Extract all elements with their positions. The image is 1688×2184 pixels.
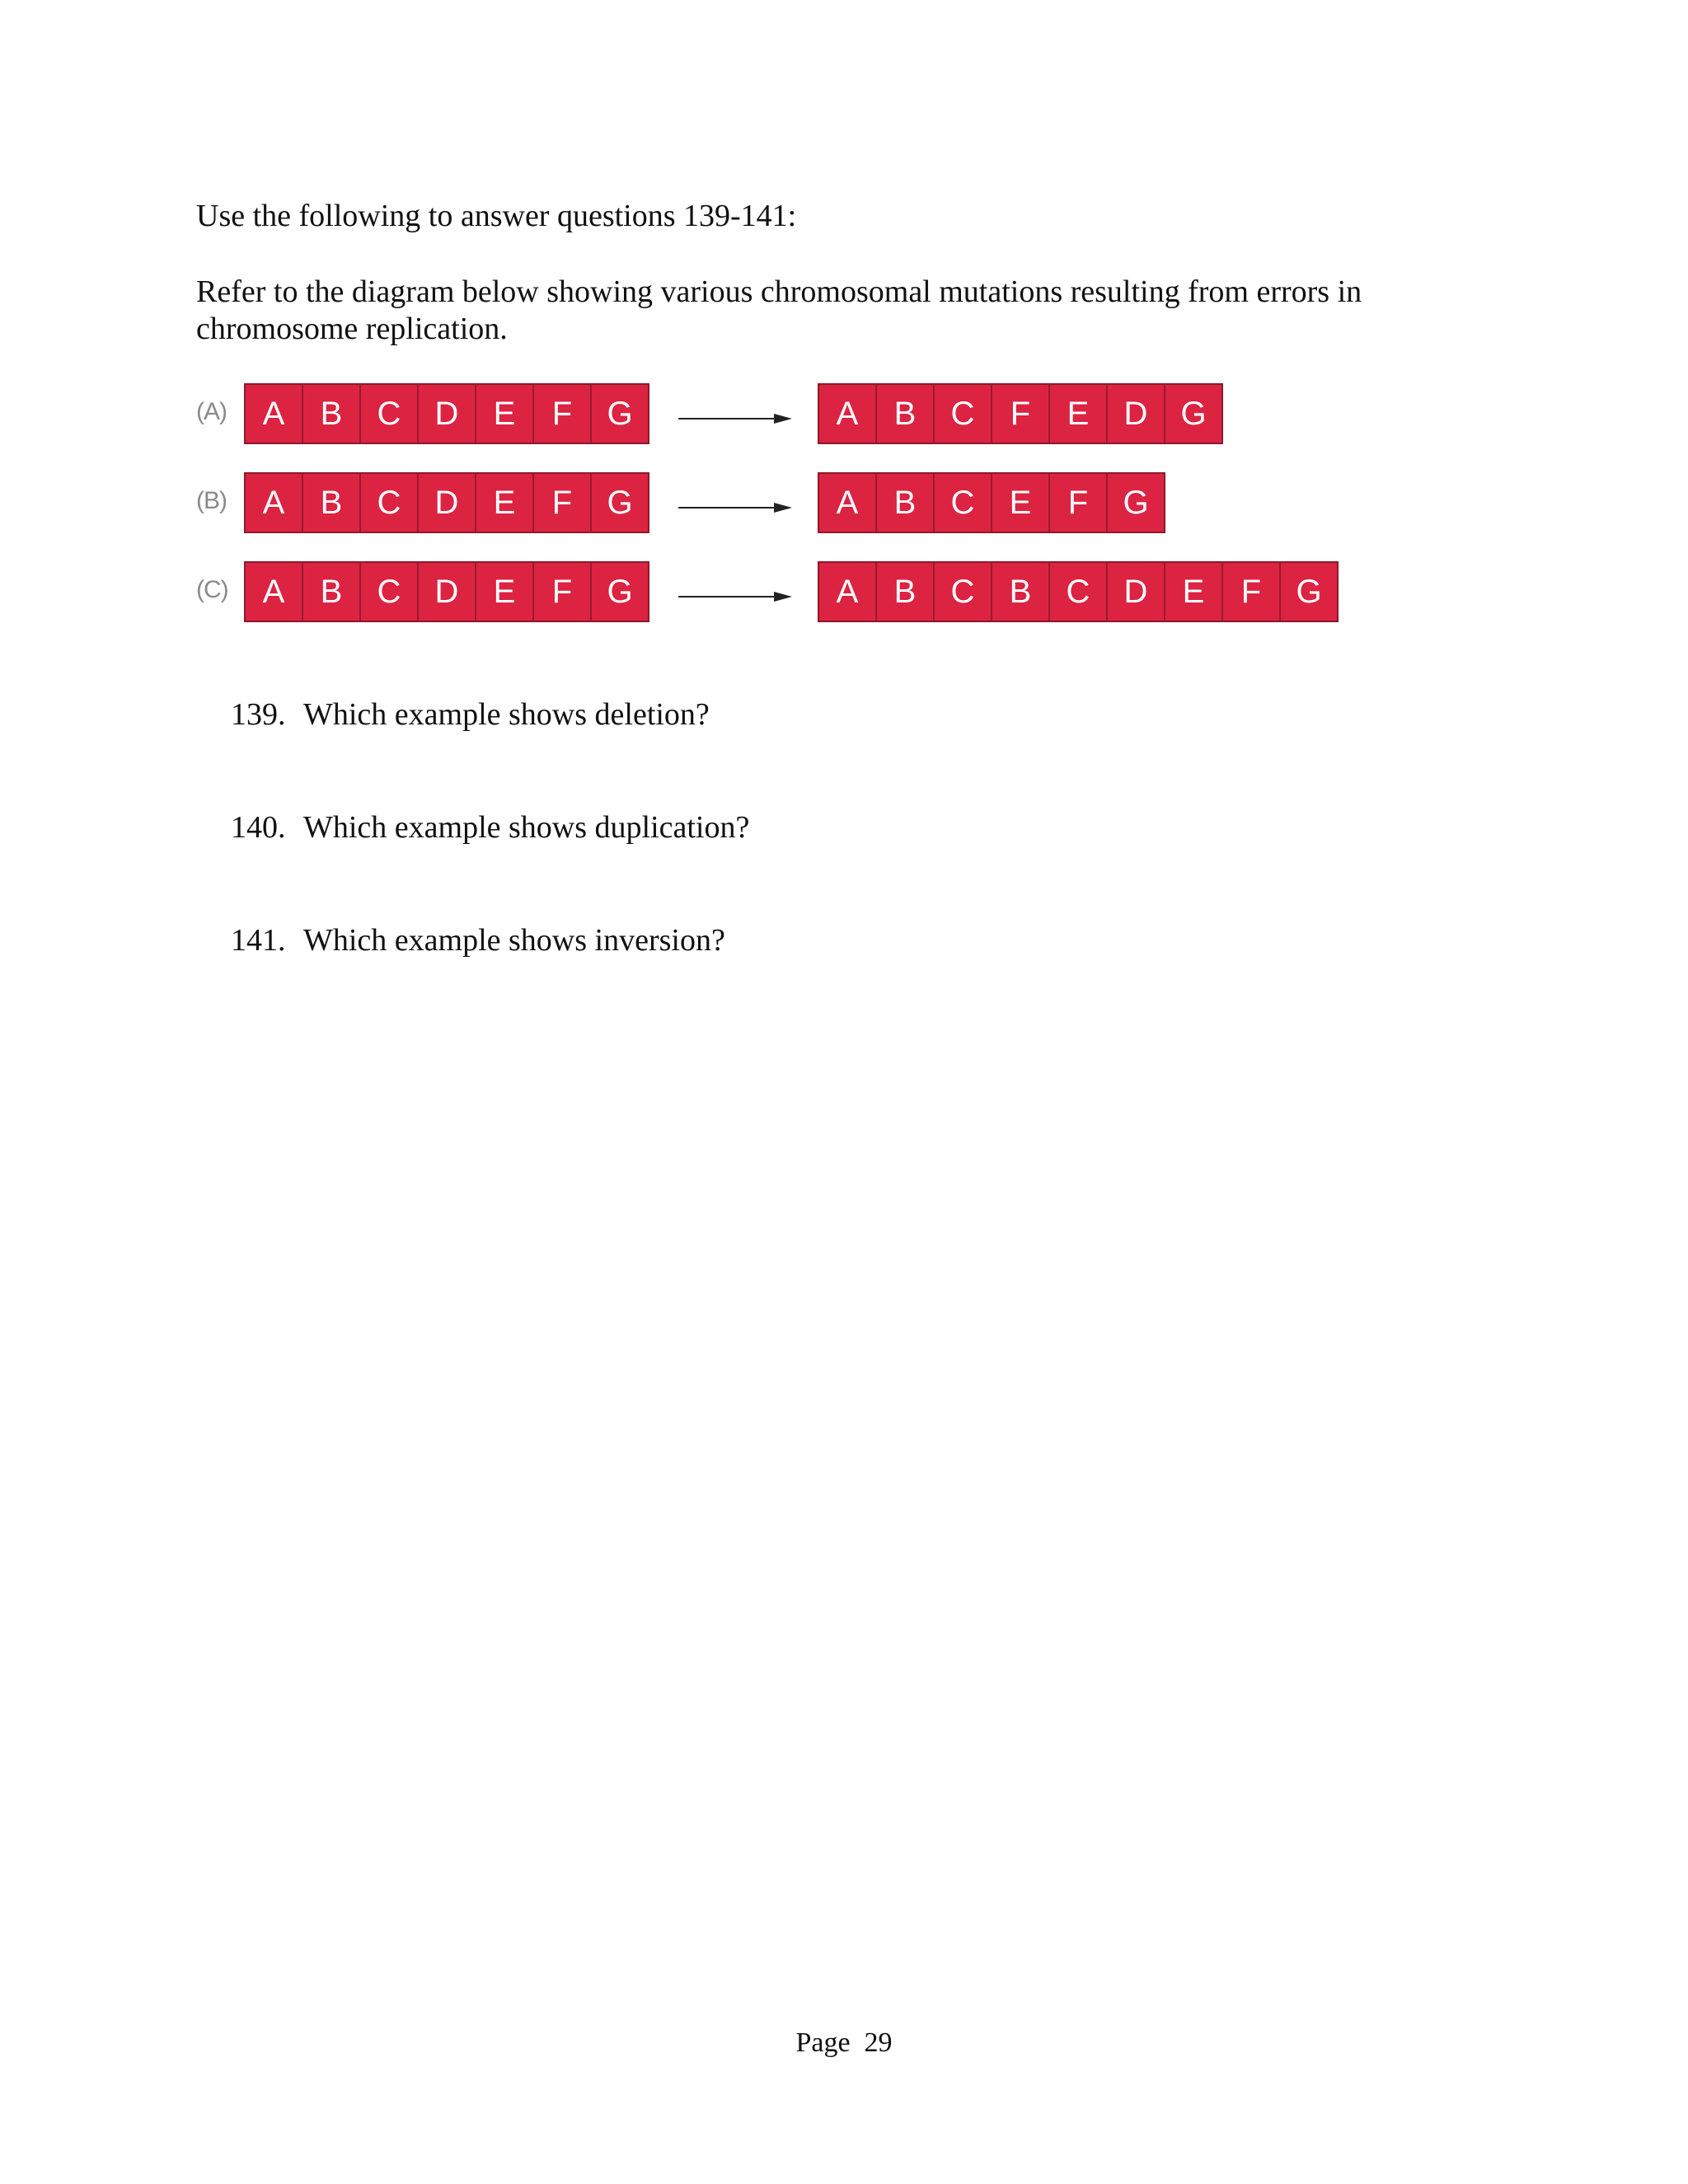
- page-label: Page: [795, 2027, 851, 2058]
- mutated-chromosome: [818, 383, 1223, 444]
- gene-segment: G: [592, 563, 648, 621]
- gene-segment: A: [819, 385, 877, 443]
- gene-segment: G: [592, 474, 648, 532]
- gene-segment: D: [1108, 385, 1165, 443]
- question-number: 139.: [231, 697, 286, 732]
- gene-segment: C: [361, 385, 419, 443]
- gene-segment: B: [992, 563, 1050, 621]
- gene-segment: B: [877, 385, 935, 443]
- gene-segment: E: [476, 385, 534, 443]
- row-label: (B): [196, 487, 227, 514]
- question-text: Which example shows deletion?: [303, 697, 710, 732]
- gene-segment: C: [935, 474, 992, 532]
- gene-segment: C: [361, 563, 419, 621]
- mutated-chromosome: [818, 472, 1165, 533]
- gene-segment: A: [246, 385, 303, 443]
- arrow-icon: [678, 502, 794, 513]
- gene-segment: C: [361, 474, 419, 532]
- gene-segment: B: [303, 474, 361, 532]
- gene-segment: F: [534, 563, 592, 621]
- gene-segment: G: [1165, 385, 1221, 443]
- gene-segment: G: [592, 385, 648, 443]
- gene-segment: B: [877, 563, 935, 621]
- gene-segment: G: [1108, 474, 1164, 532]
- gene-segment: D: [1108, 563, 1165, 621]
- gene-segment: B: [303, 563, 361, 621]
- question-141: [231, 922, 725, 959]
- gene-segment: C: [935, 563, 992, 621]
- gene-segment: F: [1223, 563, 1281, 621]
- gene-segment: F: [534, 474, 592, 532]
- question-text: Which example shows inversion?: [303, 923, 725, 958]
- question-text: Which example shows duplication?: [303, 810, 750, 845]
- gene-segment: D: [419, 385, 476, 443]
- gene-segment: G: [1281, 563, 1337, 621]
- gene-segment: F: [1050, 474, 1108, 532]
- question-number: 141.: [231, 923, 286, 958]
- gene-segment: A: [819, 563, 877, 621]
- row-label: (A): [196, 398, 227, 425]
- gene-segment: E: [1050, 385, 1108, 443]
- arrow-icon: [678, 591, 794, 602]
- gene-segment: F: [534, 385, 592, 443]
- original-chromosome: [244, 472, 649, 533]
- original-chromosome: [244, 383, 649, 444]
- question-140: [231, 809, 749, 846]
- gene-segment: B: [303, 385, 361, 443]
- question-139: [231, 696, 710, 733]
- gene-segment: E: [992, 474, 1050, 532]
- gene-segment: E: [1165, 563, 1223, 621]
- gene-segment: B: [877, 474, 935, 532]
- intro-text: Use the following to answer questions 139-141:: [196, 199, 797, 233]
- gene-segment: F: [992, 385, 1050, 443]
- original-chromosome: [244, 561, 649, 622]
- gene-segment: C: [935, 385, 992, 443]
- gene-segment: A: [246, 563, 303, 621]
- mutated-chromosome: [818, 561, 1339, 622]
- arrow-icon: [678, 413, 794, 424]
- gene-segment: D: [419, 563, 476, 621]
- gene-segment: E: [476, 563, 534, 621]
- page-number: 29: [864, 2027, 893, 2058]
- row-label: (C): [196, 576, 228, 603]
- gene-segment: D: [419, 474, 476, 532]
- page-footer: [0, 2027, 1688, 2059]
- gene-segment: C: [1050, 563, 1108, 621]
- gene-segment: A: [246, 474, 303, 532]
- diagram-instruction: Refer to the diagram below showing various chromosomal mutations resulting from errors in chromosome replication.: [196, 274, 1362, 346]
- question-number: 140.: [231, 810, 286, 845]
- gene-segment: E: [476, 474, 534, 532]
- gene-segment: A: [819, 474, 877, 532]
